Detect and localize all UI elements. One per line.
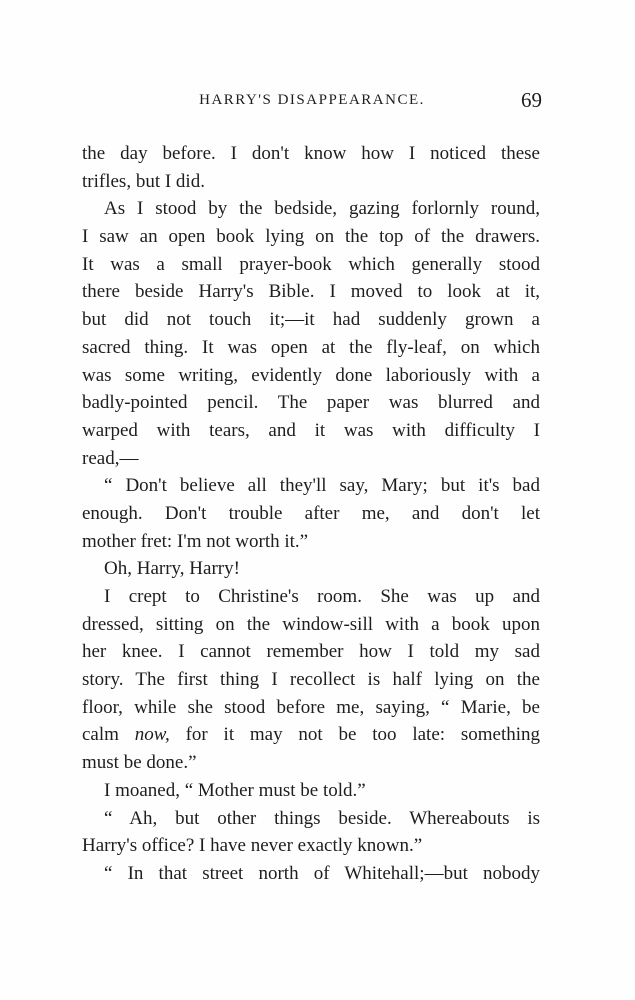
text-line: there beside Harry's Bible. I moved to look at it, bbox=[82, 281, 540, 303]
text-line: warped with tears, and it was with difficulty I bbox=[82, 419, 540, 441]
text-line: must be done.” bbox=[82, 752, 197, 774]
text-line: was some writing, evidently done laboriously with a bbox=[82, 364, 540, 386]
text-line: the day before. I don't know how I noticed these bbox=[82, 143, 540, 164]
text-line: story. The first thing I recollect is half lying on the bbox=[82, 669, 540, 691]
text-line: “ Ah, but other things beside. Whereabouts is bbox=[104, 807, 540, 829]
text-line bbox=[82, 721, 540, 749]
text-fragment: for it may not be too late: something bbox=[185, 724, 541, 746]
text-line: sacred thing. It was open at the fly-leaf, on which bbox=[82, 336, 540, 358]
text-line: floor, while she stood before me, saying, “ Marie, be bbox=[82, 696, 540, 718]
body-text bbox=[82, 140, 540, 888]
page-number: 69 bbox=[521, 88, 542, 112]
text-line: enough. Don't trouble after me, and don't let bbox=[82, 502, 540, 524]
text-line: Harry's office? I have never exactly known.” bbox=[82, 835, 423, 857]
text-line: I moaned, “ Mother must be told.” bbox=[104, 779, 366, 801]
text-line: I saw an open book lying on the top of the drawers. bbox=[82, 226, 540, 248]
text-line: dressed, sitting on the window-sill with a book upon bbox=[82, 613, 540, 635]
text-line: trifles, but I did. bbox=[82, 170, 205, 192]
text-fragment: calm bbox=[82, 724, 119, 746]
text-line: “ Don't believe all they'll say, Mary; but it's bad bbox=[104, 475, 540, 497]
text-line: mother fret: I'm not worth it.” bbox=[82, 530, 309, 552]
text-line: It was a small prayer-book which generally stood bbox=[82, 253, 540, 275]
text-line: Oh, Harry, Harry! bbox=[104, 558, 240, 580]
text-line: As I stood by the bedside, gazing forlornly round, bbox=[104, 198, 540, 220]
page-header bbox=[82, 88, 542, 118]
italic-word: now, bbox=[134, 724, 170, 746]
text-line: badly-pointed pencil. The paper was blurred and bbox=[82, 392, 540, 414]
text-line: I crept to Christine's room. She was up and bbox=[104, 586, 540, 607]
text-line: read,— bbox=[82, 447, 139, 469]
text-line: but did not touch it;—it had suddenly grown a bbox=[82, 309, 540, 331]
running-head: HARRY'S DISAPPEARANCE. bbox=[199, 92, 425, 108]
text-line: “ In that street north of Whitehall;—but nobody bbox=[104, 862, 540, 884]
text-line: her knee. I cannot remember how I told my sad bbox=[82, 641, 540, 663]
